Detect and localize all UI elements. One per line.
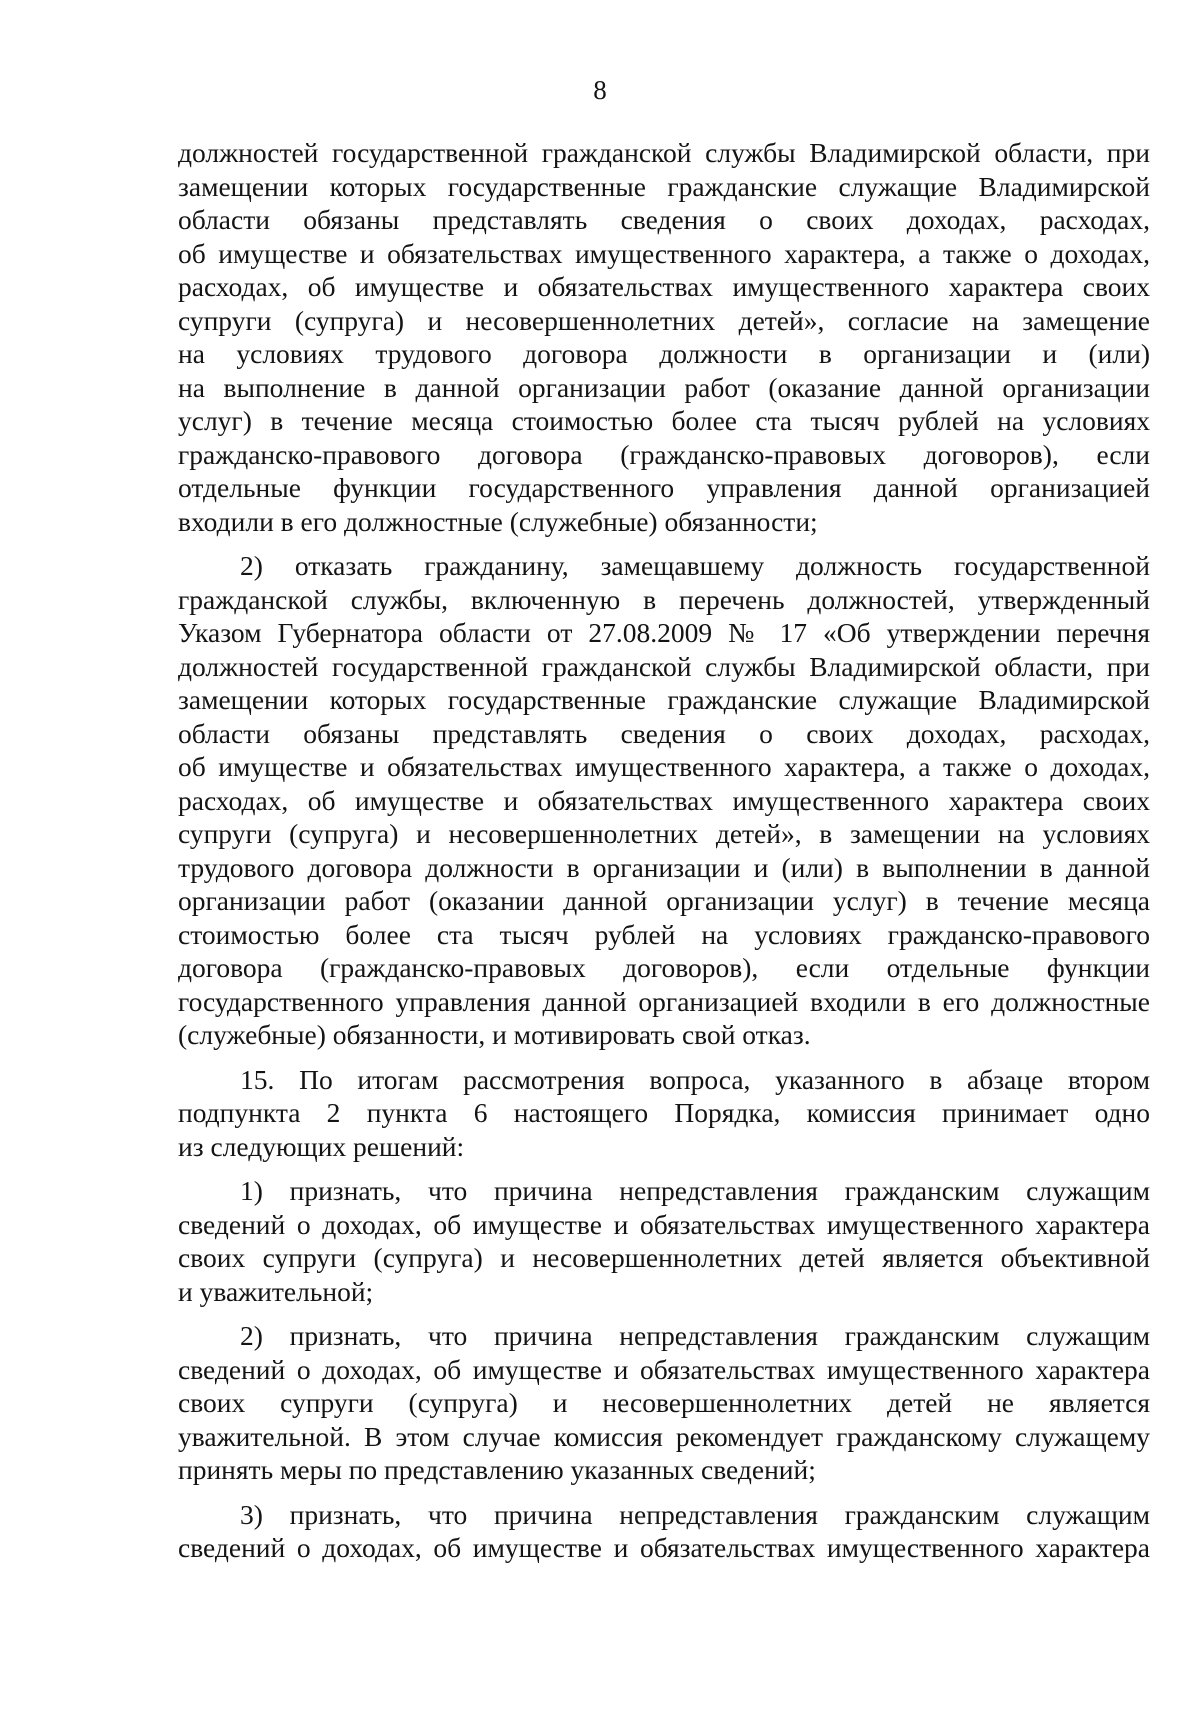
paragraph: [178, 1174, 1150, 1308]
text-line: договора (гражданско-правовых договоров), если отдельные функции: [178, 952, 1150, 983]
text-line: об имуществе и обязательствах имущественного характера, а также о доходах,: [178, 237, 1150, 269]
text-line: сведений о доходах, об имуществе и обязательствах имущественного характера: [178, 1353, 1150, 1385]
text-line: из следующих решений:: [178, 1130, 465, 1162]
text-line: Указом Губернатора области от 27.08.2009 № 17 «Об утверждении перечня: [178, 617, 1150, 648]
paragraph: [178, 1319, 1150, 1487]
text-line: 15. По итогам рассмотрения вопроса, указанного в абзаце втором: [240, 1063, 1150, 1095]
text-line: 1) признать, что причина непредставления гражданским служащим: [240, 1175, 1150, 1206]
text-line: организации работ (оказании данной организации услуг) в течение месяца: [178, 885, 1150, 916]
text-line: расходах, об имуществе и обязательствах имущественного характера своих: [178, 271, 1150, 302]
text-line: (служебные) обязанности, и мотивировать свой отказ.: [178, 1019, 811, 1050]
text-line: сведений о доходах, об имуществе и обязательствах имущественного характера: [178, 1532, 1150, 1563]
text-line: гражданско-правового договора (гражданско-правовых договоров), если: [178, 438, 1150, 470]
text-line: входили в его должностные (служебные) обязанности;: [178, 505, 818, 537]
text-line: замещении которых государственные гражданские служащие Владимирской: [178, 684, 1150, 715]
document-body: [178, 136, 1150, 1576]
text-line: 2) отказать гражданину, замещавшему должность государственной: [240, 550, 1150, 581]
text-line: и уважительной;: [178, 1275, 374, 1307]
text-line: супруги (супруга) и несовершеннолетних детей», в замещении на условиях: [178, 818, 1150, 849]
paragraph: [178, 1063, 1150, 1164]
text-line: 2) признать, что причина непредставления гражданским служащим: [240, 1320, 1150, 1351]
text-line: своих супруги (супруга) и несовершеннолетних детей не является: [178, 1387, 1150, 1418]
text-line: государственного управления данной организацией входили в его должностные: [178, 985, 1150, 1017]
text-line: должностей государственной гражданской службы Владимирской области, при: [178, 137, 1150, 168]
text-line: отдельные функции государственного управления данной организацией: [178, 472, 1150, 503]
text-line: на выполнение в данной организации работ (оказание данной организации: [178, 371, 1150, 403]
text-line: супруги (супруга) и несовершеннолетних детей», согласие на замещение: [178, 304, 1150, 336]
page-number: 8: [593, 75, 607, 105]
text-line: 3) признать, что причина непредставления гражданским служащим: [240, 1498, 1150, 1530]
text-line: гражданской службы, включенную в перечень должностей, утвержденный: [178, 583, 1150, 615]
text-line: области обязаны представлять сведения о своих доходах, расходах,: [178, 717, 1150, 749]
text-line: принять меры по представлению указанных сведений;: [178, 1454, 816, 1485]
text-line: на условиях трудового договора должности в организации и (или): [178, 338, 1150, 369]
paragraph: [178, 136, 1150, 538]
text-line: подпункта 2 пункта 6 настоящего Порядка, комиссия принимает одно: [178, 1097, 1150, 1128]
text-line: уважительной. В этом случае комиссия рекомендует гражданскому служащему: [178, 1420, 1150, 1452]
text-line: расходах, об имуществе и обязательствах имущественного характера своих: [178, 784, 1150, 816]
text-line: услуг) в течение месяца стоимостью более ста тысяч рублей на условиях: [178, 405, 1150, 436]
paragraph: [178, 1498, 1150, 1565]
text-line: об имуществе и обязательствах имущественного характера, а также о доходах,: [178, 751, 1150, 782]
text-line: замещении которых государственные гражданские служащие Владимирской: [178, 170, 1150, 202]
text-line: сведений о доходах, об имуществе и обязательствах имущественного характера: [178, 1208, 1150, 1240]
paragraph: [178, 549, 1150, 1052]
text-line: стоимостью более ста тысяч рублей на условиях гражданско-правового: [178, 918, 1150, 950]
text-line: своих супруги (супруга) и несовершеннолетних детей является объективной: [178, 1242, 1150, 1273]
text-line: области обязаны представлять сведения о своих доходах, расходах,: [178, 204, 1150, 235]
text-line: трудового договора должности в организации и (или) в выполнении в данной: [178, 851, 1150, 883]
text-line: должностей государственной гражданской службы Владимирской области, при: [178, 650, 1150, 682]
